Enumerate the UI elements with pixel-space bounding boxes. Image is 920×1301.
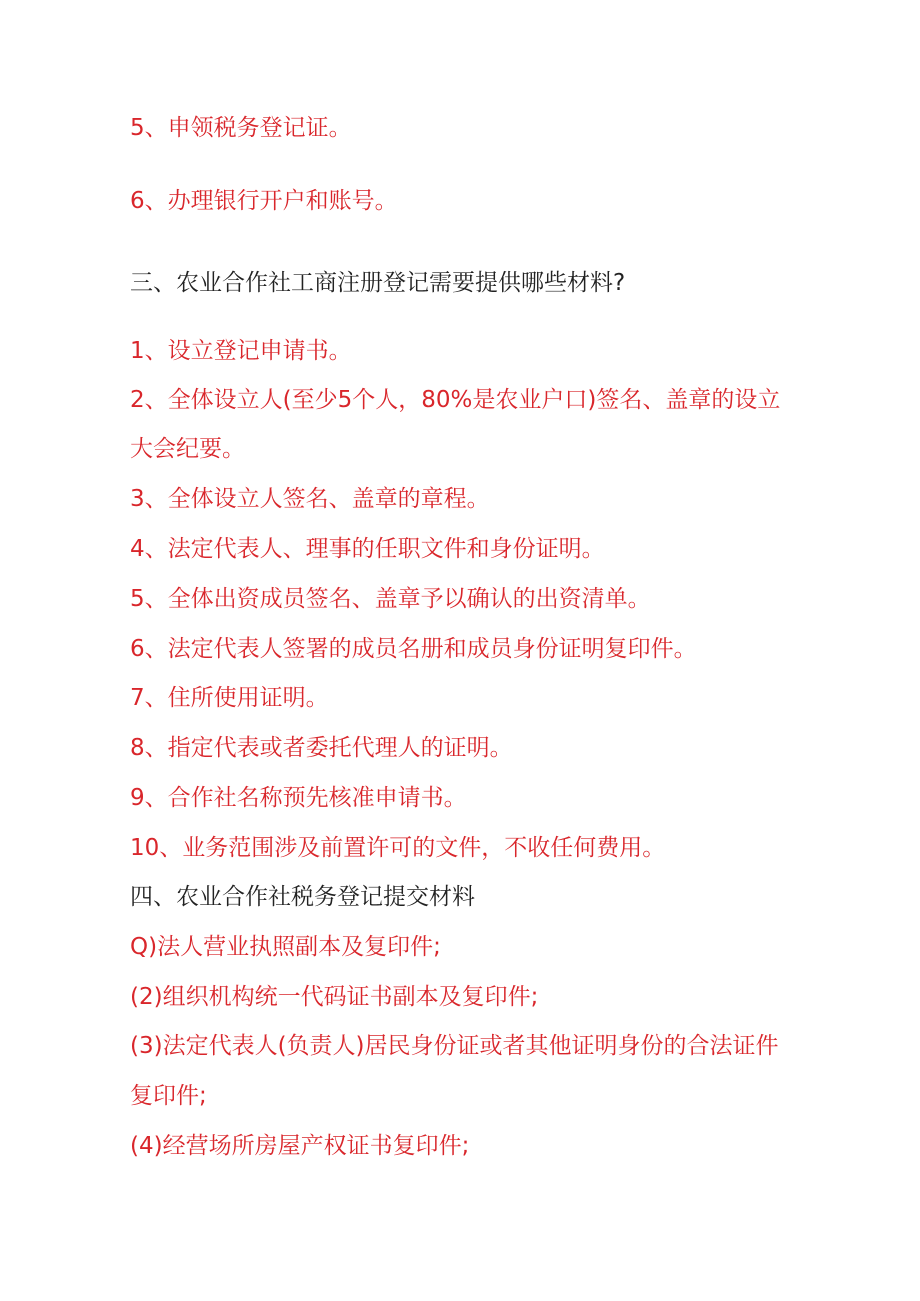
tax-material-3: (3)法定代表人(负责人)居民身份证或者其他证明身份的合法证件 bbox=[130, 1033, 779, 1059]
material-item-10: 10、业务范围涉及前置许可的文件，不收任何费用。 bbox=[130, 835, 666, 861]
section-heading-4: 四、农业合作社税务登记提交材料 bbox=[130, 884, 475, 910]
material-item-8: 8、指定代表或者委托代理人的证明。 bbox=[130, 735, 513, 761]
doc-line-step-5: 5、申领税务登记证。 bbox=[130, 115, 352, 141]
material-item-6: 6、法定代表人签署的成员名册和成员身份证明复印件。 bbox=[130, 636, 697, 662]
material-item-7: 7、住所使用证明。 bbox=[130, 685, 329, 711]
tax-material-2: (2)组织机构统一代码证书副本及复印件; bbox=[130, 984, 539, 1010]
tax-material-1: Q)法人营业执照副本及复印件; bbox=[130, 934, 441, 960]
material-item-9: 9、合作社名称预先核准申请书。 bbox=[130, 785, 467, 811]
material-item-2-continued: 大会纪要。 bbox=[130, 436, 245, 462]
material-item-4: 4、法定代表人、理事的任职文件和身份证明。 bbox=[130, 536, 605, 562]
material-item-2: 2、全体设立人(至少5个人，80%是农业户口)签名、盖章的设立 bbox=[130, 387, 781, 413]
tax-material-3-continued: 复印件; bbox=[130, 1083, 207, 1109]
tax-material-4: (4)经营场所房屋产权证书复印件; bbox=[130, 1133, 470, 1159]
section-heading-3: 三、农业合作社工商注册登记需要提供哪些材料? bbox=[130, 270, 626, 296]
material-item-1: 1、设立登记申请书。 bbox=[130, 338, 352, 364]
material-item-5: 5、全体出资成员签名、盖章予以确认的出资清单。 bbox=[130, 586, 651, 612]
material-item-3: 3、全体设立人签名、盖章的章程。 bbox=[130, 486, 490, 512]
doc-line-step-6: 6、办理银行开户和账号。 bbox=[130, 188, 398, 214]
